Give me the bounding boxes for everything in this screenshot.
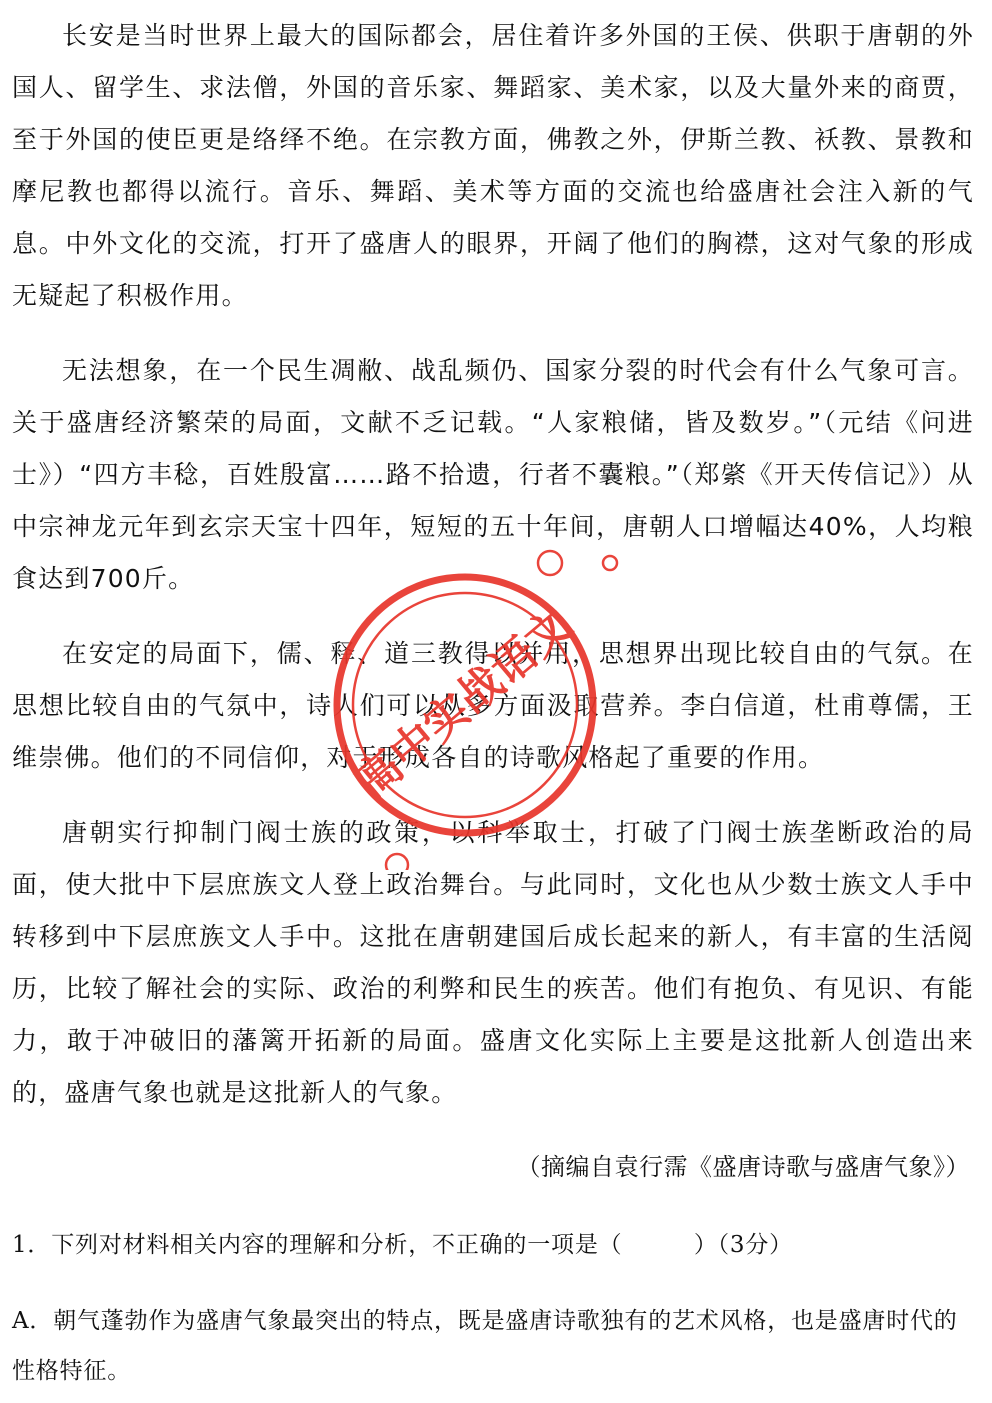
question-stem: 1．下列对材料相关内容的理解和分析，不正确的一项是（ ）（3分）	[12, 1232, 793, 1258]
stamp-dot-2	[603, 556, 617, 570]
paragraph-3: 在安定的局面下，儒、释、道三教得以并用，思想界出现比较自由的气氛。在思想比较自由的气氛中，诗人们可以从多方面汲取营养。李白信道，杜甫尊儒，王维崇佛。他们的不同信仰，对于形成各自的诗歌风格起了重要的作用。	[12, 639, 974, 772]
paragraph-2: 无法想象，在一个民生凋敝、战乱频仍、国家分裂的时代会有什么气象可言。关于盛唐经济繁荣的局面，文献不乏记载。“人家粮储，皆及数岁。”（元结《问进士》）“四方丰稔，百姓殷富……路不拾遗，行者不囊粮。”（郑綮《开天传信记》）从中宗神龙元年到玄宗天宝十四年，短短的五十年间，唐朝人口增幅达40%，人均粮食达到700斤。	[12, 356, 974, 593]
stamp-dot-3	[386, 854, 408, 870]
stamp-dot-1	[538, 551, 562, 575]
paragraph-1: 长安是当时世界上最大的国际都会，居住着许多外国的王侯、供职于唐朝的外国人、留学生、求法僧，外国的音乐家、舞蹈家、美术家，以及大量外来的商贾，至于外国的使臣更是络绎不绝。在宗教方面，佛教之外，伊斯兰教、袄教、景教和摩尼教也都得以流行。音乐、舞蹈、美术等方面的交流也给盛唐社会注入新的气息。中外文化的交流，打开了盛唐人的眼界，开阔了他们的胸襟，这对气象的形成无疑起了积极作用。	[12, 21, 974, 310]
source-citation: （摘编自袁行霈《盛唐诗歌与盛唐气象》）	[516, 1153, 970, 1181]
watermark-stamp	[300, 540, 630, 870]
paragraph-4: 唐朝实行抑制门阀士族的政策，以科举取士，打破了门阀士族垄断政治的局面，使大批中下层庶族文人登上政治舞台。与此同时，文化也从少数士族文人手中转移到中下层庶族文人手中。这批在唐朝建国后成长起来的新人，有丰富的生活阅历，比较了解社会的实际、政治的利弊和民生的疾苦。他们有抱负、有见识、有能力，敢于冲破旧的藩篱开拓新的局面。盛唐文化实际上主要是这批新人创造出来的，盛唐气象也就是这批新人的气象。	[12, 818, 974, 1107]
stamp-text: 高中实战语文	[346, 599, 582, 809]
option-a: A．朝气蓬勃作为盛唐气象最突出的特点，既是盛唐诗歌独有的艺术风格，也是盛唐时代的性格特征。	[12, 1308, 958, 1384]
